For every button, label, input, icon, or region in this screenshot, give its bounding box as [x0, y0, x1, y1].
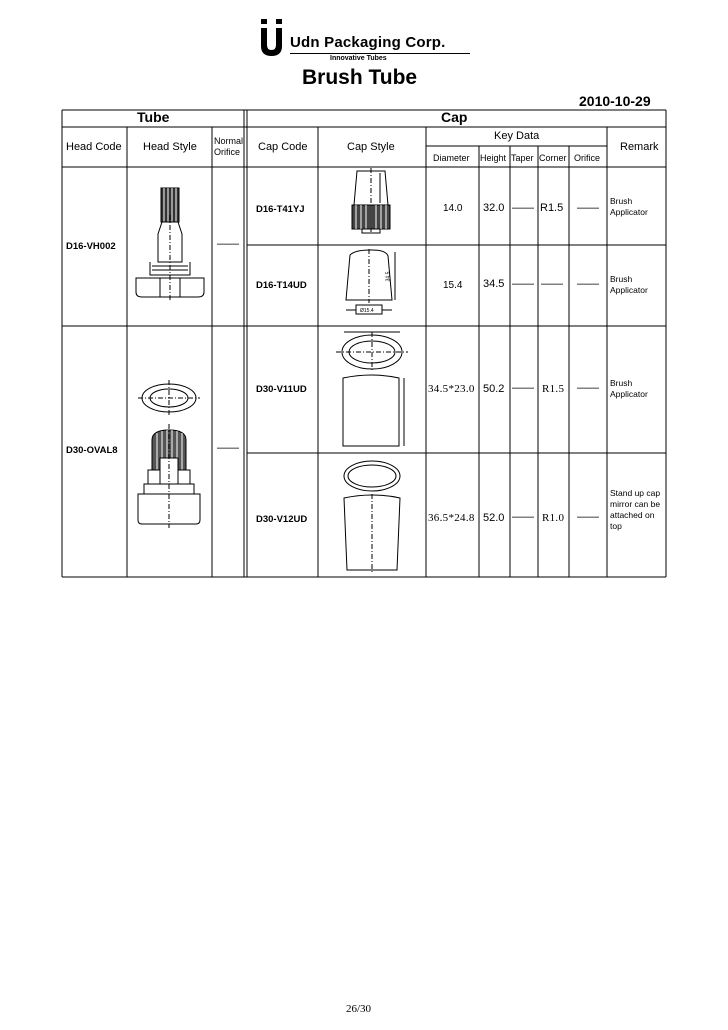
diameter-value: 14.0: [443, 203, 463, 214]
corner-value: R1.5: [540, 202, 564, 214]
height-value: 34.5: [483, 278, 505, 290]
page-number: 26/30: [346, 1003, 372, 1015]
height-value: 52.0: [483, 512, 505, 524]
cap-drawing-d30-v11ud: [336, 332, 408, 446]
col-header-normal-orifice: Normal Orifice: [214, 136, 244, 157]
company-tagline: Innovative Tubes: [330, 55, 387, 62]
head-code: D30-OVAL8: [66, 445, 118, 456]
taper-value: ——: [512, 202, 534, 214]
cap-code: D16-T41YJ: [256, 204, 305, 215]
diameter-value: 34.5*23.0: [428, 383, 475, 395]
remark-value: Brush Applicator: [610, 274, 648, 295]
orifice-value: ——: [577, 202, 599, 214]
group-header-tube: Tube: [137, 109, 170, 125]
taper-value: ——: [512, 278, 534, 290]
cap-code: D30-V12UD: [256, 514, 308, 525]
col-header-height: Height: [480, 153, 507, 163]
normal-orifice-value: ——: [217, 238, 239, 250]
orifice-value: ——: [577, 278, 599, 290]
drawing-label-diameter: Ø15.4: [360, 308, 374, 314]
col-header-key-data: Key Data: [494, 130, 540, 142]
col-header-diameter: Diameter: [433, 153, 470, 163]
diameter-value: 15.4: [443, 280, 463, 291]
col-header-cap-style: Cap Style: [347, 141, 395, 153]
cap-code: D16-T14UD: [256, 280, 307, 291]
page-title: Brush Tube: [302, 66, 418, 89]
normal-orifice-value: ——: [217, 442, 239, 454]
corner-value: R1.0: [542, 512, 565, 524]
height-value: 32.0: [483, 202, 505, 214]
col-header-cap-code: Cap Code: [258, 141, 308, 153]
corner-value: R1.5: [542, 383, 565, 395]
height-value: 50.2: [483, 383, 505, 395]
remark-value: Brush Applicator: [610, 196, 648, 217]
col-header-head-style: Head Style: [143, 141, 197, 153]
head-drawing-d16-vh002: [136, 188, 204, 300]
orifice-value: ——: [577, 382, 599, 394]
col-header-orifice: Orifice: [574, 153, 601, 163]
cap-drawing-d16-t41yj: [352, 168, 390, 233]
remark-value: Brush Applicator: [610, 378, 648, 399]
drawing-label-height: 34.5: [385, 271, 392, 282]
col-header-head-code: Head Code: [66, 141, 122, 153]
col-header-remark: Remark: [620, 141, 659, 153]
taper-value: ——: [512, 511, 534, 523]
orifice-value: ——: [577, 511, 599, 523]
corner-value: ——: [541, 278, 563, 290]
document-date: 2010-10-29: [579, 93, 651, 109]
cap-code: D30-V11UD: [256, 384, 307, 395]
taper-value: ——: [512, 382, 534, 394]
head-code: D16-VH002: [66, 241, 116, 252]
head-drawing-d30-oval8: [138, 380, 200, 528]
group-header-cap: Cap: [441, 109, 468, 125]
diameter-value: 36.5*24.8: [428, 512, 475, 524]
remark-value: Stand up cap mirror can be attached on top: [610, 488, 661, 531]
cap-drawing-d30-v12ud: [344, 461, 400, 574]
col-header-corner: Corner: [539, 153, 567, 163]
company-name: Udn Packaging Corp.: [290, 34, 446, 51]
col-header-taper: Taper: [511, 153, 534, 163]
